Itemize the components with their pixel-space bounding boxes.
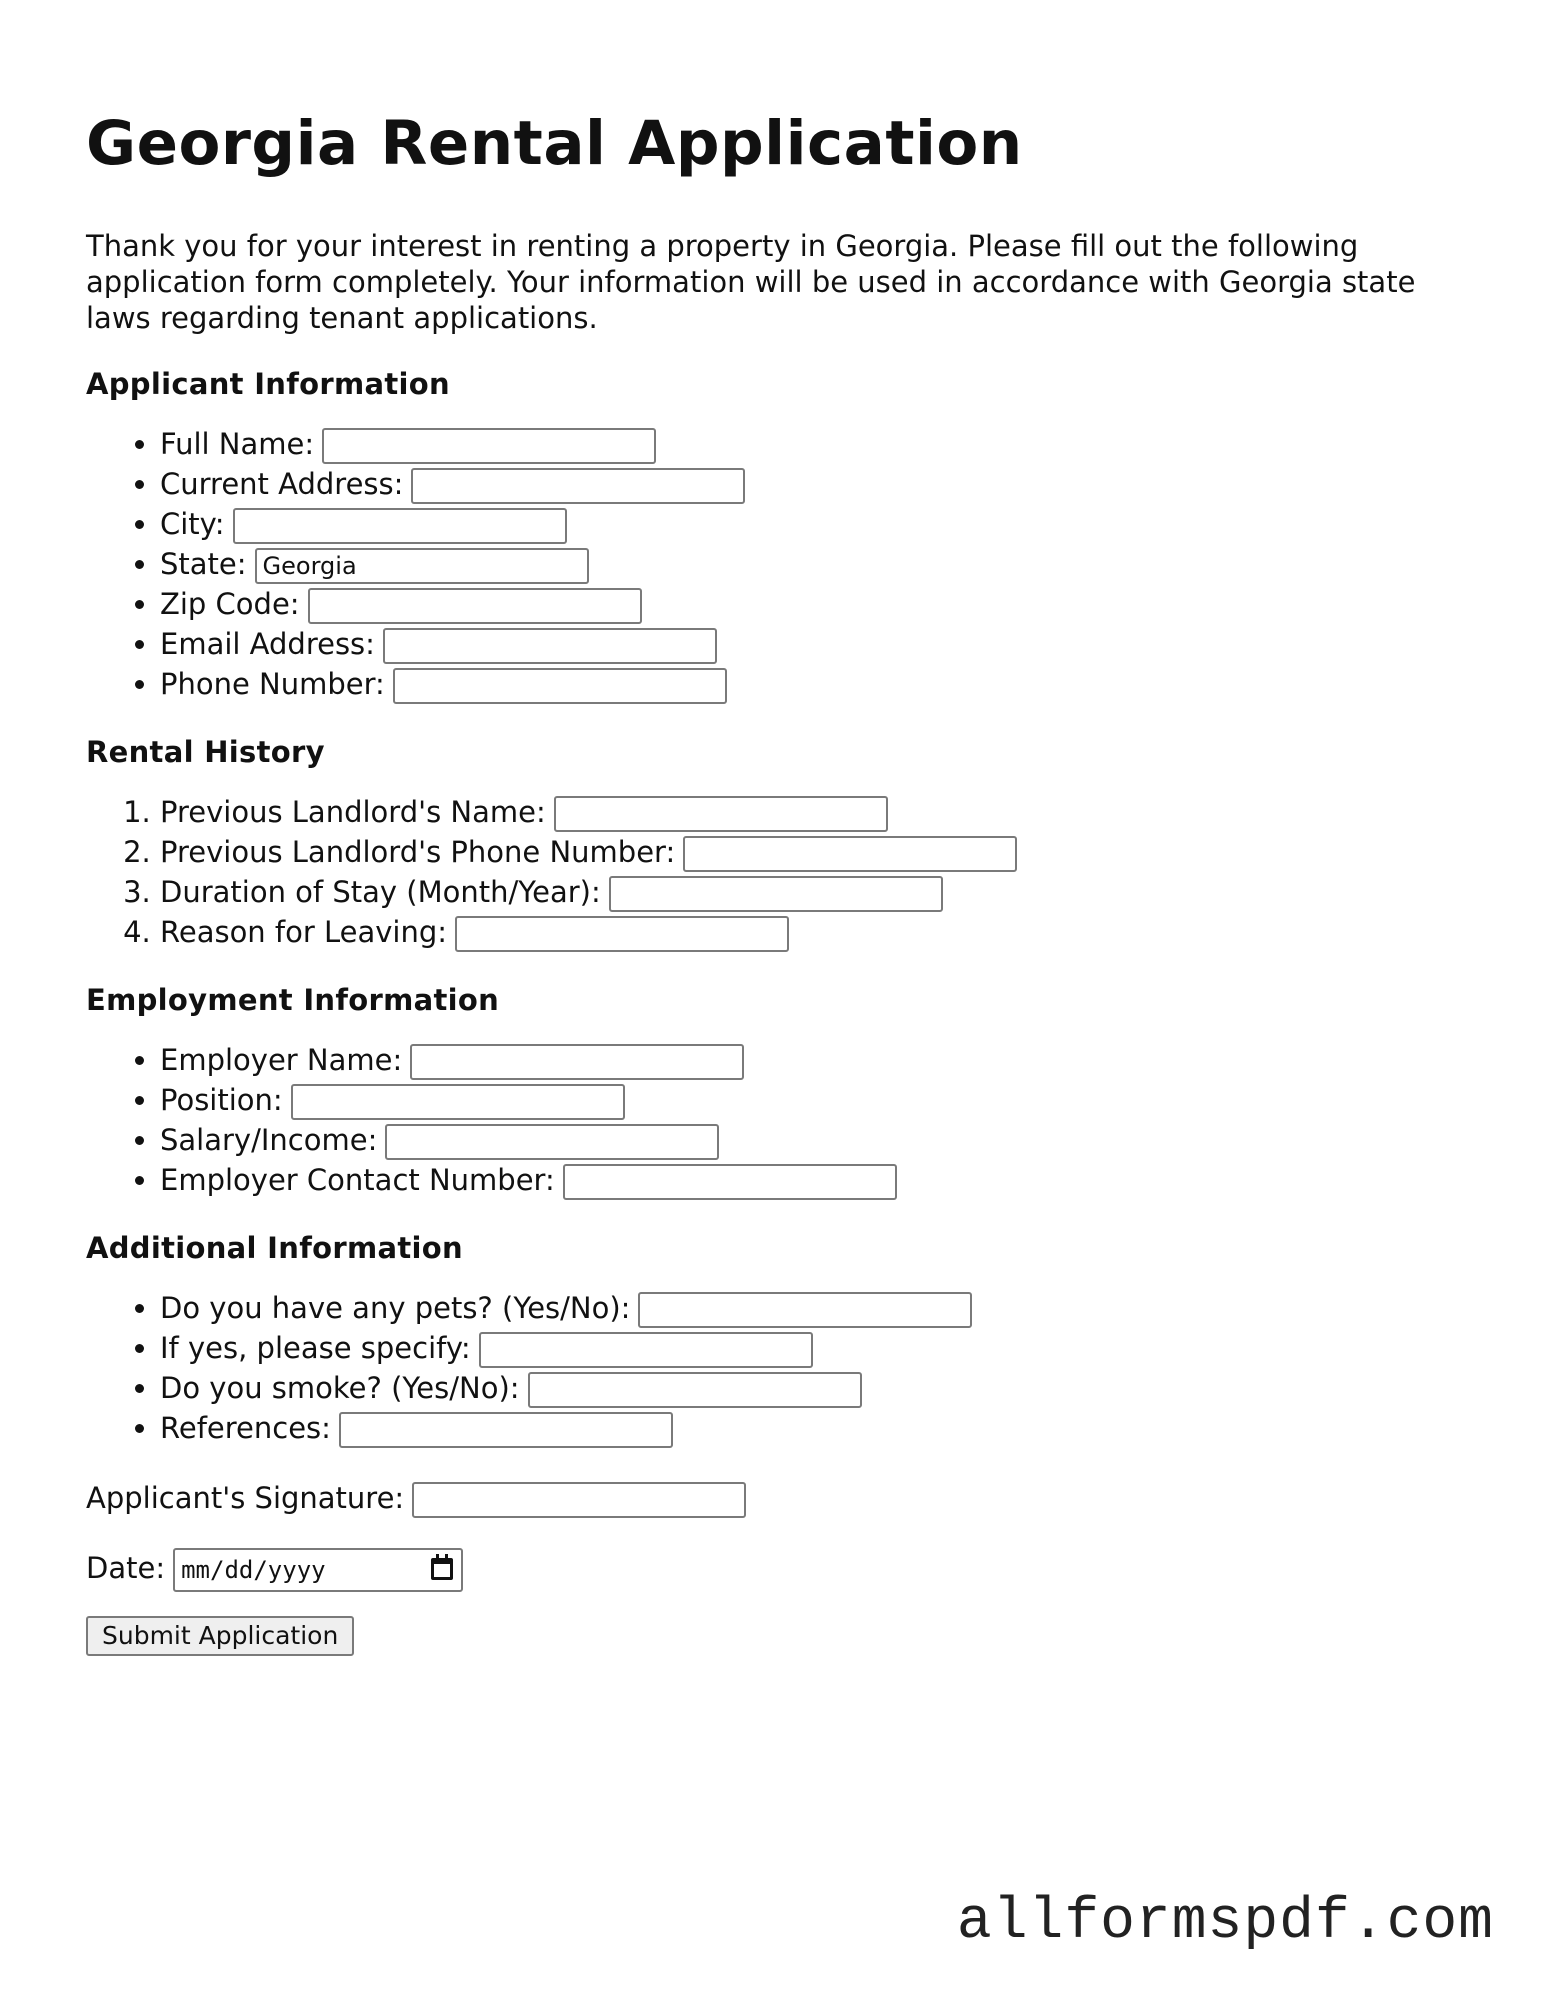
phone-input[interactable] (393, 668, 727, 704)
list-item (160, 584, 1466, 624)
list-item (160, 1368, 1466, 1408)
section-heading-additional: Additional Information (86, 1231, 463, 1265)
intro-text: Thank you for your interest in renting a property in Georgia. Please fill out the following application form completely. Your information will be used in accordance with Georgia state laws regarding tenant applications. (86, 229, 1416, 335)
reason-leaving-input[interactable] (455, 916, 789, 952)
landlord-phone-input[interactable] (683, 836, 1017, 872)
list-item (160, 1328, 1466, 1368)
duration-input[interactable] (609, 876, 943, 912)
page-title: Georgia Rental Application (86, 108, 1023, 179)
field-label: Zip Code: (160, 587, 300, 621)
field-label: If yes, please specify: (160, 1331, 471, 1365)
field-label: State: (160, 547, 247, 581)
landlord-name-input[interactable] (554, 796, 888, 832)
field-label: Salary/Income: (160, 1123, 378, 1157)
field-label: Employer Contact Number: (160, 1163, 555, 1197)
date-row (86, 1548, 1466, 1592)
list-item (160, 1080, 1466, 1120)
list-item (160, 912, 1466, 952)
list-item (160, 832, 1466, 872)
list-item (160, 1160, 1466, 1200)
field-label: Phone Number: (160, 667, 385, 701)
list-item (160, 624, 1466, 664)
date-placeholder: mm/dd/yyyy (181, 1556, 326, 1584)
field-label: Full Name: (160, 427, 315, 461)
field-label: Previous Landlord's Name: (160, 795, 546, 829)
salary-input[interactable] (385, 1124, 719, 1160)
current-address-input[interactable] (411, 468, 745, 504)
pets-specify-input[interactable] (479, 1332, 813, 1368)
list-item (160, 1408, 1466, 1448)
field-label: Do you smoke? (Yes/No): (160, 1371, 520, 1405)
city-input[interactable] (233, 508, 567, 544)
field-label: Do you have any pets? (Yes/No): (160, 1291, 631, 1325)
date-label: Date: (86, 1551, 166, 1585)
calendar-icon[interactable] (431, 1558, 453, 1580)
watermark-text: allformspdf.com (956, 1890, 1494, 1955)
list-item (160, 464, 1466, 504)
rental-application-form (86, 0, 1466, 1656)
signature-row (86, 1478, 1466, 1518)
list-item (160, 1040, 1466, 1080)
position-input[interactable] (291, 1084, 625, 1120)
rental-list (86, 792, 1466, 952)
applicant-list (86, 424, 1466, 704)
state-input[interactable] (255, 548, 589, 584)
field-label: Employer Name: (160, 1043, 403, 1077)
full-name-input[interactable] (322, 428, 656, 464)
field-label: Email Address: (160, 627, 375, 661)
email-input[interactable] (383, 628, 717, 664)
field-label: Position: (160, 1083, 283, 1117)
field-label: Reason for Leaving: (160, 915, 448, 949)
signature-label: Applicant's Signature: (86, 1481, 405, 1515)
list-item (160, 792, 1466, 832)
employer-name-input[interactable] (410, 1044, 744, 1080)
field-label: Previous Landlord's Phone Number: (160, 835, 676, 869)
list-item (160, 664, 1466, 704)
employment-list (86, 1040, 1466, 1200)
section-heading-rental: Rental History (86, 735, 325, 769)
list-item (160, 424, 1466, 464)
submit-row (86, 1616, 1466, 1656)
field-label: City: (160, 507, 225, 541)
smoke-input[interactable] (528, 1372, 862, 1408)
references-input[interactable] (339, 1412, 673, 1448)
employer-contact-input[interactable] (563, 1164, 897, 1200)
list-item (160, 872, 1466, 912)
list-item (160, 1288, 1466, 1328)
zip-code-input[interactable] (308, 588, 642, 624)
field-label: References: (160, 1411, 331, 1445)
additional-list (86, 1288, 1466, 1448)
list-item (160, 1120, 1466, 1160)
section-heading-employment: Employment Information (86, 983, 500, 1017)
pets-input[interactable] (638, 1292, 972, 1328)
date-input[interactable] (173, 1548, 463, 1592)
field-label: Duration of Stay (Month/Year): (160, 875, 601, 909)
signature-input[interactable] (412, 1482, 746, 1518)
section-heading-applicant: Applicant Information (86, 367, 450, 401)
list-item (160, 504, 1466, 544)
list-item (160, 544, 1466, 584)
submit-application-button[interactable]: Submit Application (86, 1616, 354, 1656)
field-label: Current Address: (160, 467, 404, 501)
